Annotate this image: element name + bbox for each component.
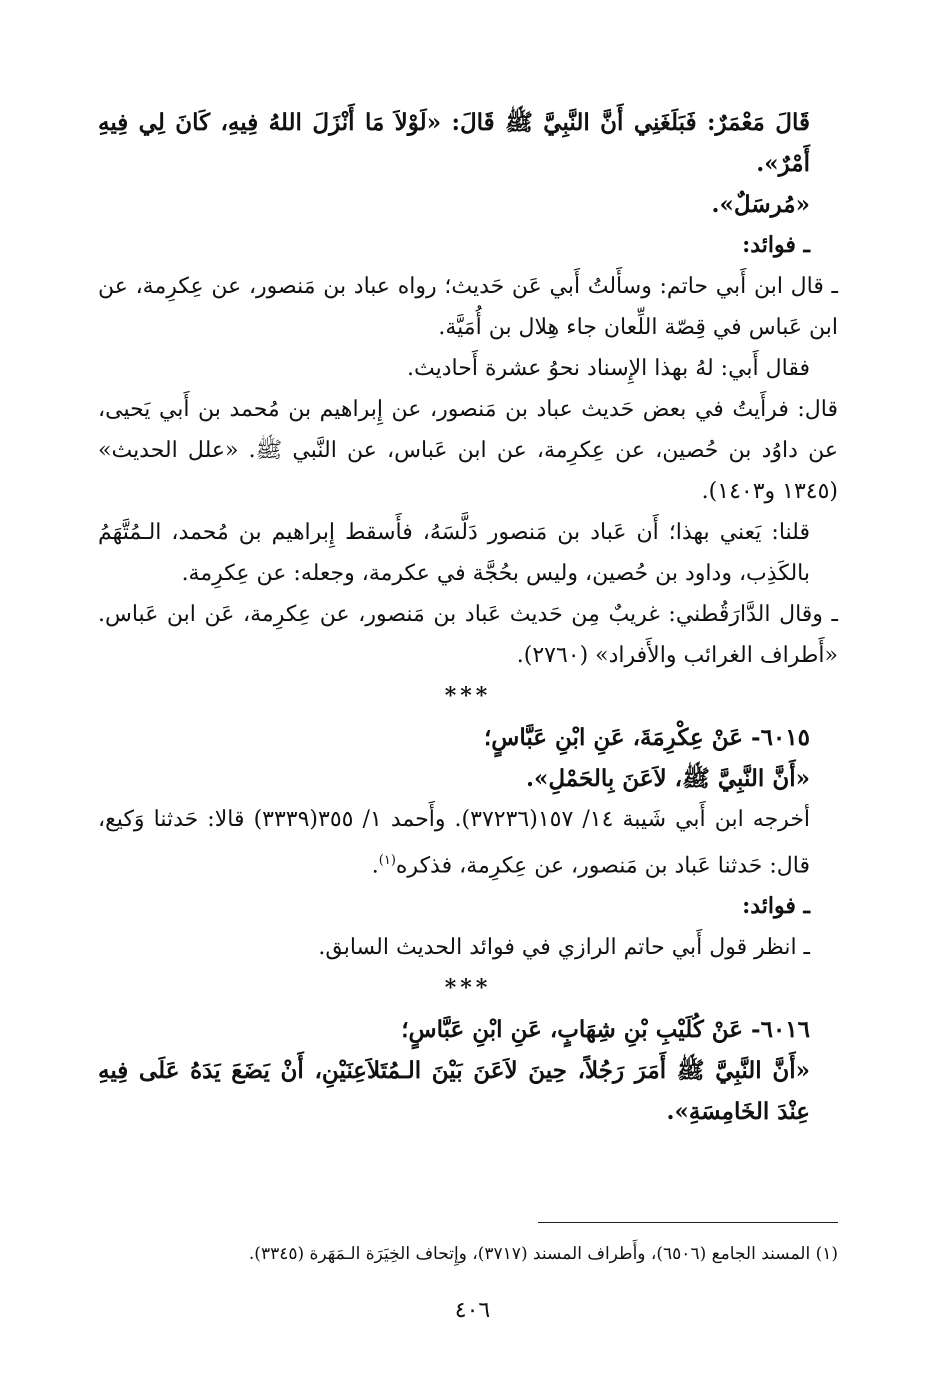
paragraph: قلنا: يَعني بهذا؛ أَن عَباد بن مَنصور دَلَّسَهُ، فأَسقط إِبراهيم بن مُحمد، الـمُتَّهَمُ بالكَذِب، وداود بن حُصين، وليس بحُجَّة في عكرمة، وجعله: عن عِكرِمة. — [98, 520, 810, 586]
paragraph — [98, 799, 838, 886]
paragraph: ـ قال ابن أَبي حاتم: وسأَلتُ أَبي عَن حَديث؛ رواه عباد بن مَنصور، عن عِكرِمة، عن ابن عَباس في قِصّة اللِّعان جاء هِلال بن أُمَيَّة. — [98, 274, 838, 340]
main-text — [98, 102, 838, 1132]
text-line: قَالَ مَعْمَرٌ: فَبَلَغَنِي أَنَّ النَّبِيَّ ﷺ قَالَ: «لَوْلاَ مَا أَنْزَلَ اللهُ فِيهِ، كَانَ لِي فِيهِ أَمْرٌ». — [98, 109, 810, 177]
footnote: (١) المسند الجامع (٦٥٠٦)، وأَطراف المسند (٣٧١٧)، وإِتحاف الخِيَرَة الـمَهَرة (٣٣٤٥). — [248, 1244, 838, 1264]
hadith-header: ٦٠١٥- عَنْ عِكْرِمَةَ، عَنِ ابْنِ عَبَّاسٍ؛ — [483, 724, 810, 751]
hadith-text: «أَنَّ النَّبِيَّ ﷺ أَمَرَ رَجُلاً، حِينَ لاَعَنَ بَيْنَ الـمُتَلاَعِنَيْنِ، أَنْ يَضَعَ يَدَهُ عَلَى فِيهِ عِنْدَ الخَامِسَةِ». — [98, 1057, 810, 1126]
footnotes — [98, 1240, 838, 1268]
hadith-header: ٦٠١٦- عَنْ كُلَيْبِ بْنِ شِهَابٍ، عَنِ ابْنِ عَبَّاسٍ؛ — [401, 1016, 810, 1044]
takhrij-end: . — [371, 853, 379, 879]
footnote-divider — [538, 1222, 838, 1223]
section-heading: ـ فوائد: — [742, 893, 810, 920]
footnote-reference: (١) — [378, 853, 396, 868]
separator-stars: *** — [444, 975, 492, 1002]
paragraph: ـ وقال الدَّارَقُطني: غريبٌ مِن حَديث عَباد بن مَنصور، عن عِكرِمة، عَن ابن عَباس. «أَطراف الغرائب والأَفراد» (٢٧٦٠). — [98, 602, 838, 668]
section-heading: ـ فوائد: — [742, 232, 810, 258]
text-line: «مُرسَلٌ». — [711, 191, 810, 218]
paragraph: فقال أَبي: لهُ بهذا الإِسناد نحوُ عشرة أَحاديث. — [407, 356, 810, 381]
paragraph: قال: فرأَيتُ في بعض حَديث عباد بن مَنصور، عن إِبراهيم بن مُحمد بن أَبي يَحيى، عن داوُد بن حُصين، عن عِكرِمة، عن ابن عَباس، عن النَّبي ﷺ. «علل الحديث» (١٣٤٥ و١٤٠٣). — [98, 397, 838, 504]
takhrij-text: أخرجه ابن أَبي شَيبة ١٤/ ١٥٧(٣٧٢٣٦). وأَحمد ١/ ٣٥٥(٣٣٣٩) قالا: حَدثنا وَكيع، قال: حَدثنا عَباد بن مَنصور، عن عِكرِمة، فذكره — [98, 807, 811, 879]
page-number: ٤٠٦ — [454, 1298, 491, 1323]
separator-stars: *** — [444, 683, 492, 709]
paragraph: ـ انظر قول أَبي حاتم الرازي في فوائد الحديث السابق. — [318, 935, 810, 961]
hadith-text: «أَنَّ النَّبِيَّ ﷺ، لاَعَنَ بِالحَمْلِ». — [525, 765, 810, 792]
